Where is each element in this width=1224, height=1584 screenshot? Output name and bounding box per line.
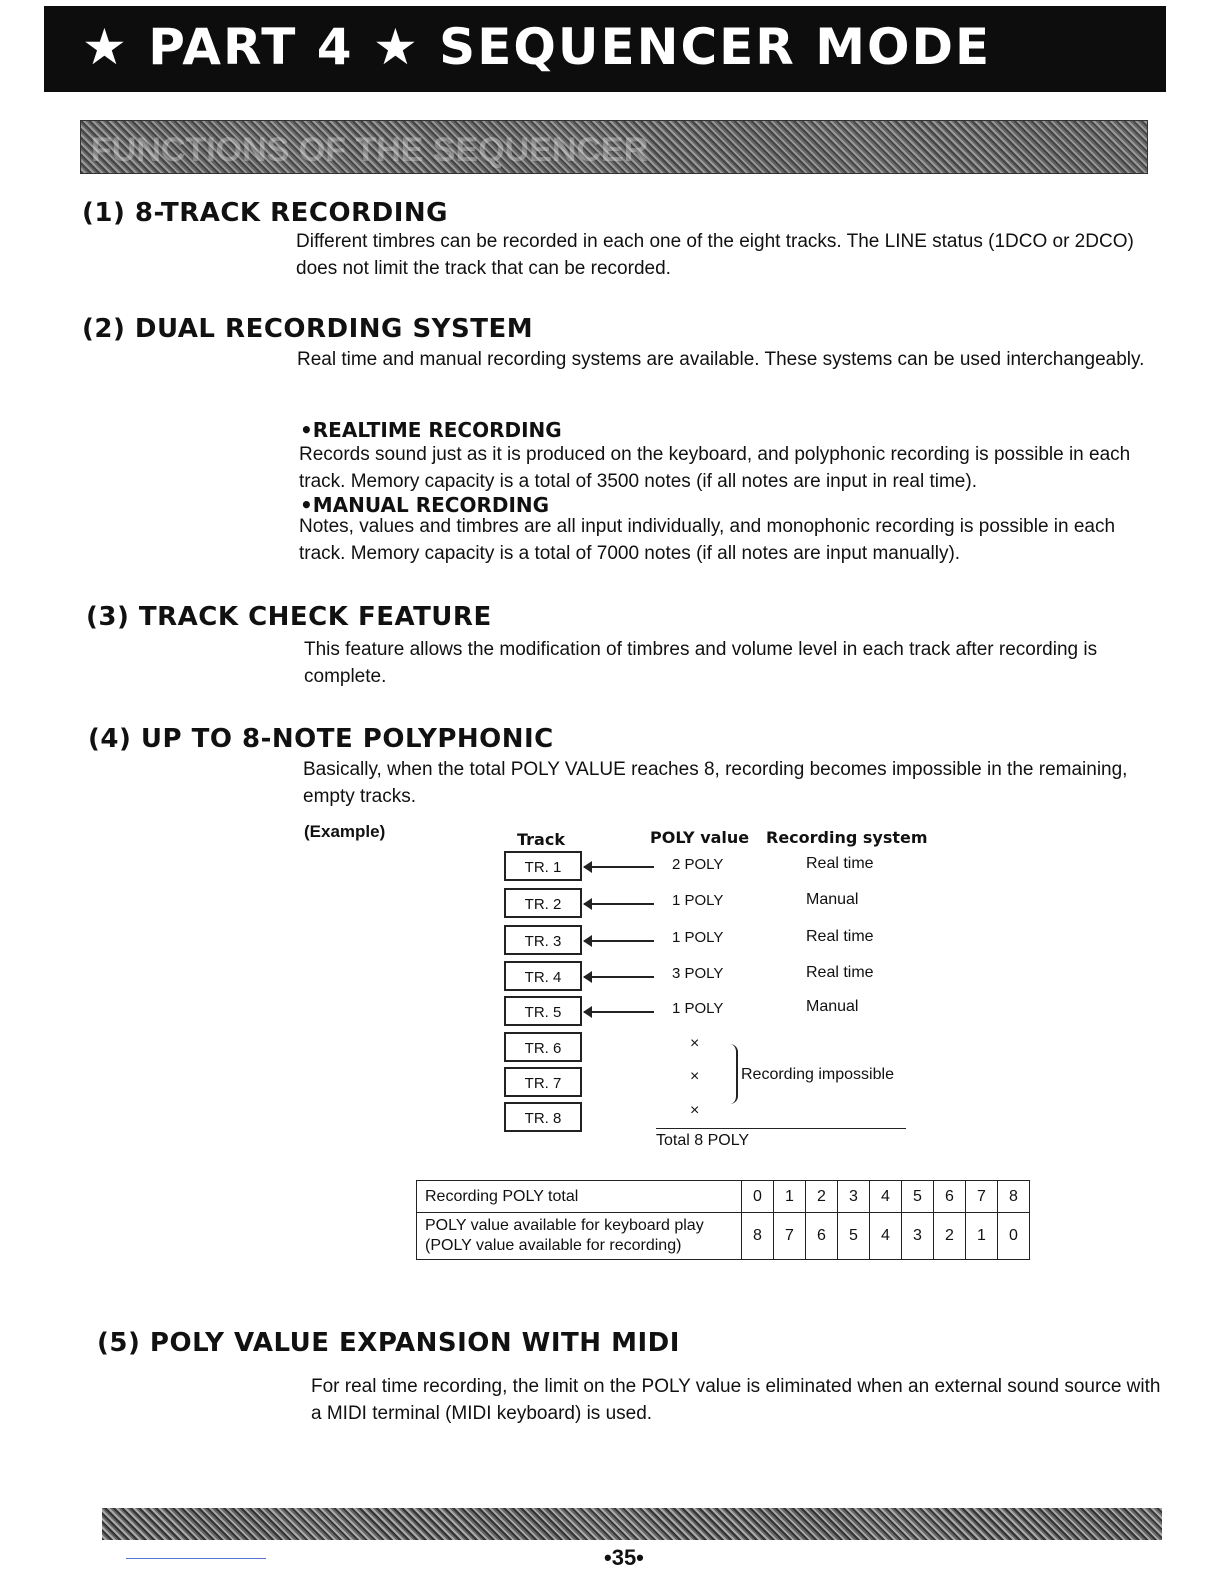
arrow-icon [584,940,654,942]
section-3-body: This feature allows the modification of timbres and volume level in each track after recording is complete. [304,639,1098,687]
footer-band [102,1508,1162,1540]
track-box: TR. 8 [504,1102,582,1132]
manual-recording-title: •MANUAL RECORDING [300,493,550,517]
track-box: TR. 6 [504,1032,582,1062]
column-system-header: Recording system [766,828,928,847]
table-cell: 4 [870,1181,902,1213]
table-cell: 1 [774,1181,806,1213]
table-cell: 6 [806,1213,838,1260]
section-2-heading: (2) DUAL RECORDING SYSTEM [82,314,534,344]
section-5-body: For real time recording, the limit on the POLY value is eliminated when an external sound source with a MIDI terminal (MIDI keyboard) is used. [311,1376,1161,1424]
section-1-heading: (1) 8-TRACK RECORDING [82,198,448,228]
poly-value: 1 POLY [672,1000,724,1017]
realtime-recording-body: Records sound just as it is produced on the keyboard, and polyphonic recording is possible in each track. Memory capacity is a total of 3500 notes (if all notes are input in real time). [299,444,1131,492]
table-row-label [417,1213,742,1260]
table-cell: 2 [934,1213,966,1260]
table-row [417,1181,1030,1213]
cross-icon: × [690,1035,700,1052]
section-1-body: Different timbres can be recorded in each one of the eight tracks. The LINE status (1DCO or 2DCO) does not limit the track that can be recorded. [296,231,1134,279]
arrow-icon [584,976,654,978]
table-cell: 7 [966,1181,998,1213]
table-row-label-line: (POLY value available for recording) [425,1237,682,1254]
section-4-body: Basically, when the total POLY VALUE reaches 8, recording becomes impossible in the remaining, empty tracks. [303,759,1128,807]
poly-value: 1 POLY [672,892,724,909]
total-divider [656,1128,906,1129]
recording-system: Manual [806,998,859,1015]
footer-rule [126,1558,266,1559]
table-cell: 5 [902,1181,934,1213]
column-track-header: Track [517,830,565,849]
page-number: •35• [604,1545,644,1570]
recording-system: Real time [806,855,874,872]
column-poly-header: POLY value [650,828,750,847]
track-box: TR. 7 [504,1067,582,1097]
poly-value: 2 POLY [672,856,724,873]
recording-impossible-label: Recording impossible [741,1066,894,1083]
track-box: TR. 5 [504,996,582,1026]
table-cell: 3 [838,1181,870,1213]
arrow-icon [584,866,654,868]
section-4-heading: (4) UP TO 8-NOTE POLYPHONIC [88,724,554,754]
table-cell: 5 [838,1213,870,1260]
arrow-icon [584,1011,654,1013]
recording-system: Real time [806,964,874,981]
page-header [44,6,1166,92]
table-cell: 8 [998,1181,1030,1213]
table-row [417,1213,1030,1260]
section-2-body: Real time and manual recording systems are available. These systems can be used interchangeably. [297,349,1145,370]
section-3-heading: (3) TRACK CHECK FEATURE [86,602,492,632]
table-cell: 0 [742,1181,774,1213]
track-box: TR. 2 [504,888,582,918]
poly-value: 3 POLY [672,965,724,982]
recording-system: Real time [806,928,874,945]
table-cell: 0 [998,1213,1030,1260]
cross-icon: × [690,1068,700,1085]
table-cell: 8 [742,1213,774,1260]
table-cell: 7 [774,1213,806,1260]
track-box: TR. 1 [504,851,582,881]
poly-table [416,1180,1030,1260]
cross-icon: × [690,1102,700,1119]
arrow-icon [584,903,654,905]
realtime-recording-title: •REALTIME RECORDING [300,418,562,442]
table-cell: 6 [934,1181,966,1213]
recording-system: Manual [806,891,859,908]
table-row-label-line: POLY value available for keyboard play [425,1217,704,1234]
table-cell: 2 [806,1181,838,1213]
table-row-label: Recording POLY total [417,1181,742,1213]
table-cell: 4 [870,1213,902,1260]
track-box: TR. 4 [504,961,582,991]
banner-text: FUNCTIONS OF THE SEQUENCER [91,131,649,169]
example-label: (Example) [304,822,386,841]
total-poly-label: Total 8 POLY [656,1132,750,1149]
page-title: ★ PART 4 ★ SEQUENCER MODE [82,18,992,76]
track-box: TR. 3 [504,925,582,955]
brace-icon [730,1044,738,1104]
table-cell: 1 [966,1213,998,1260]
section-banner [80,120,1148,174]
poly-value: 1 POLY [672,929,724,946]
manual-recording-body: Notes, values and timbres are all input individually, and monophonic recording is possible in each track. Memory capacity is a total of 7000 notes (if all notes are input manually). [299,516,1116,564]
table-cell: 3 [902,1213,934,1260]
section-5-heading: (5) POLY VALUE EXPANSION WITH MIDI [97,1328,680,1358]
